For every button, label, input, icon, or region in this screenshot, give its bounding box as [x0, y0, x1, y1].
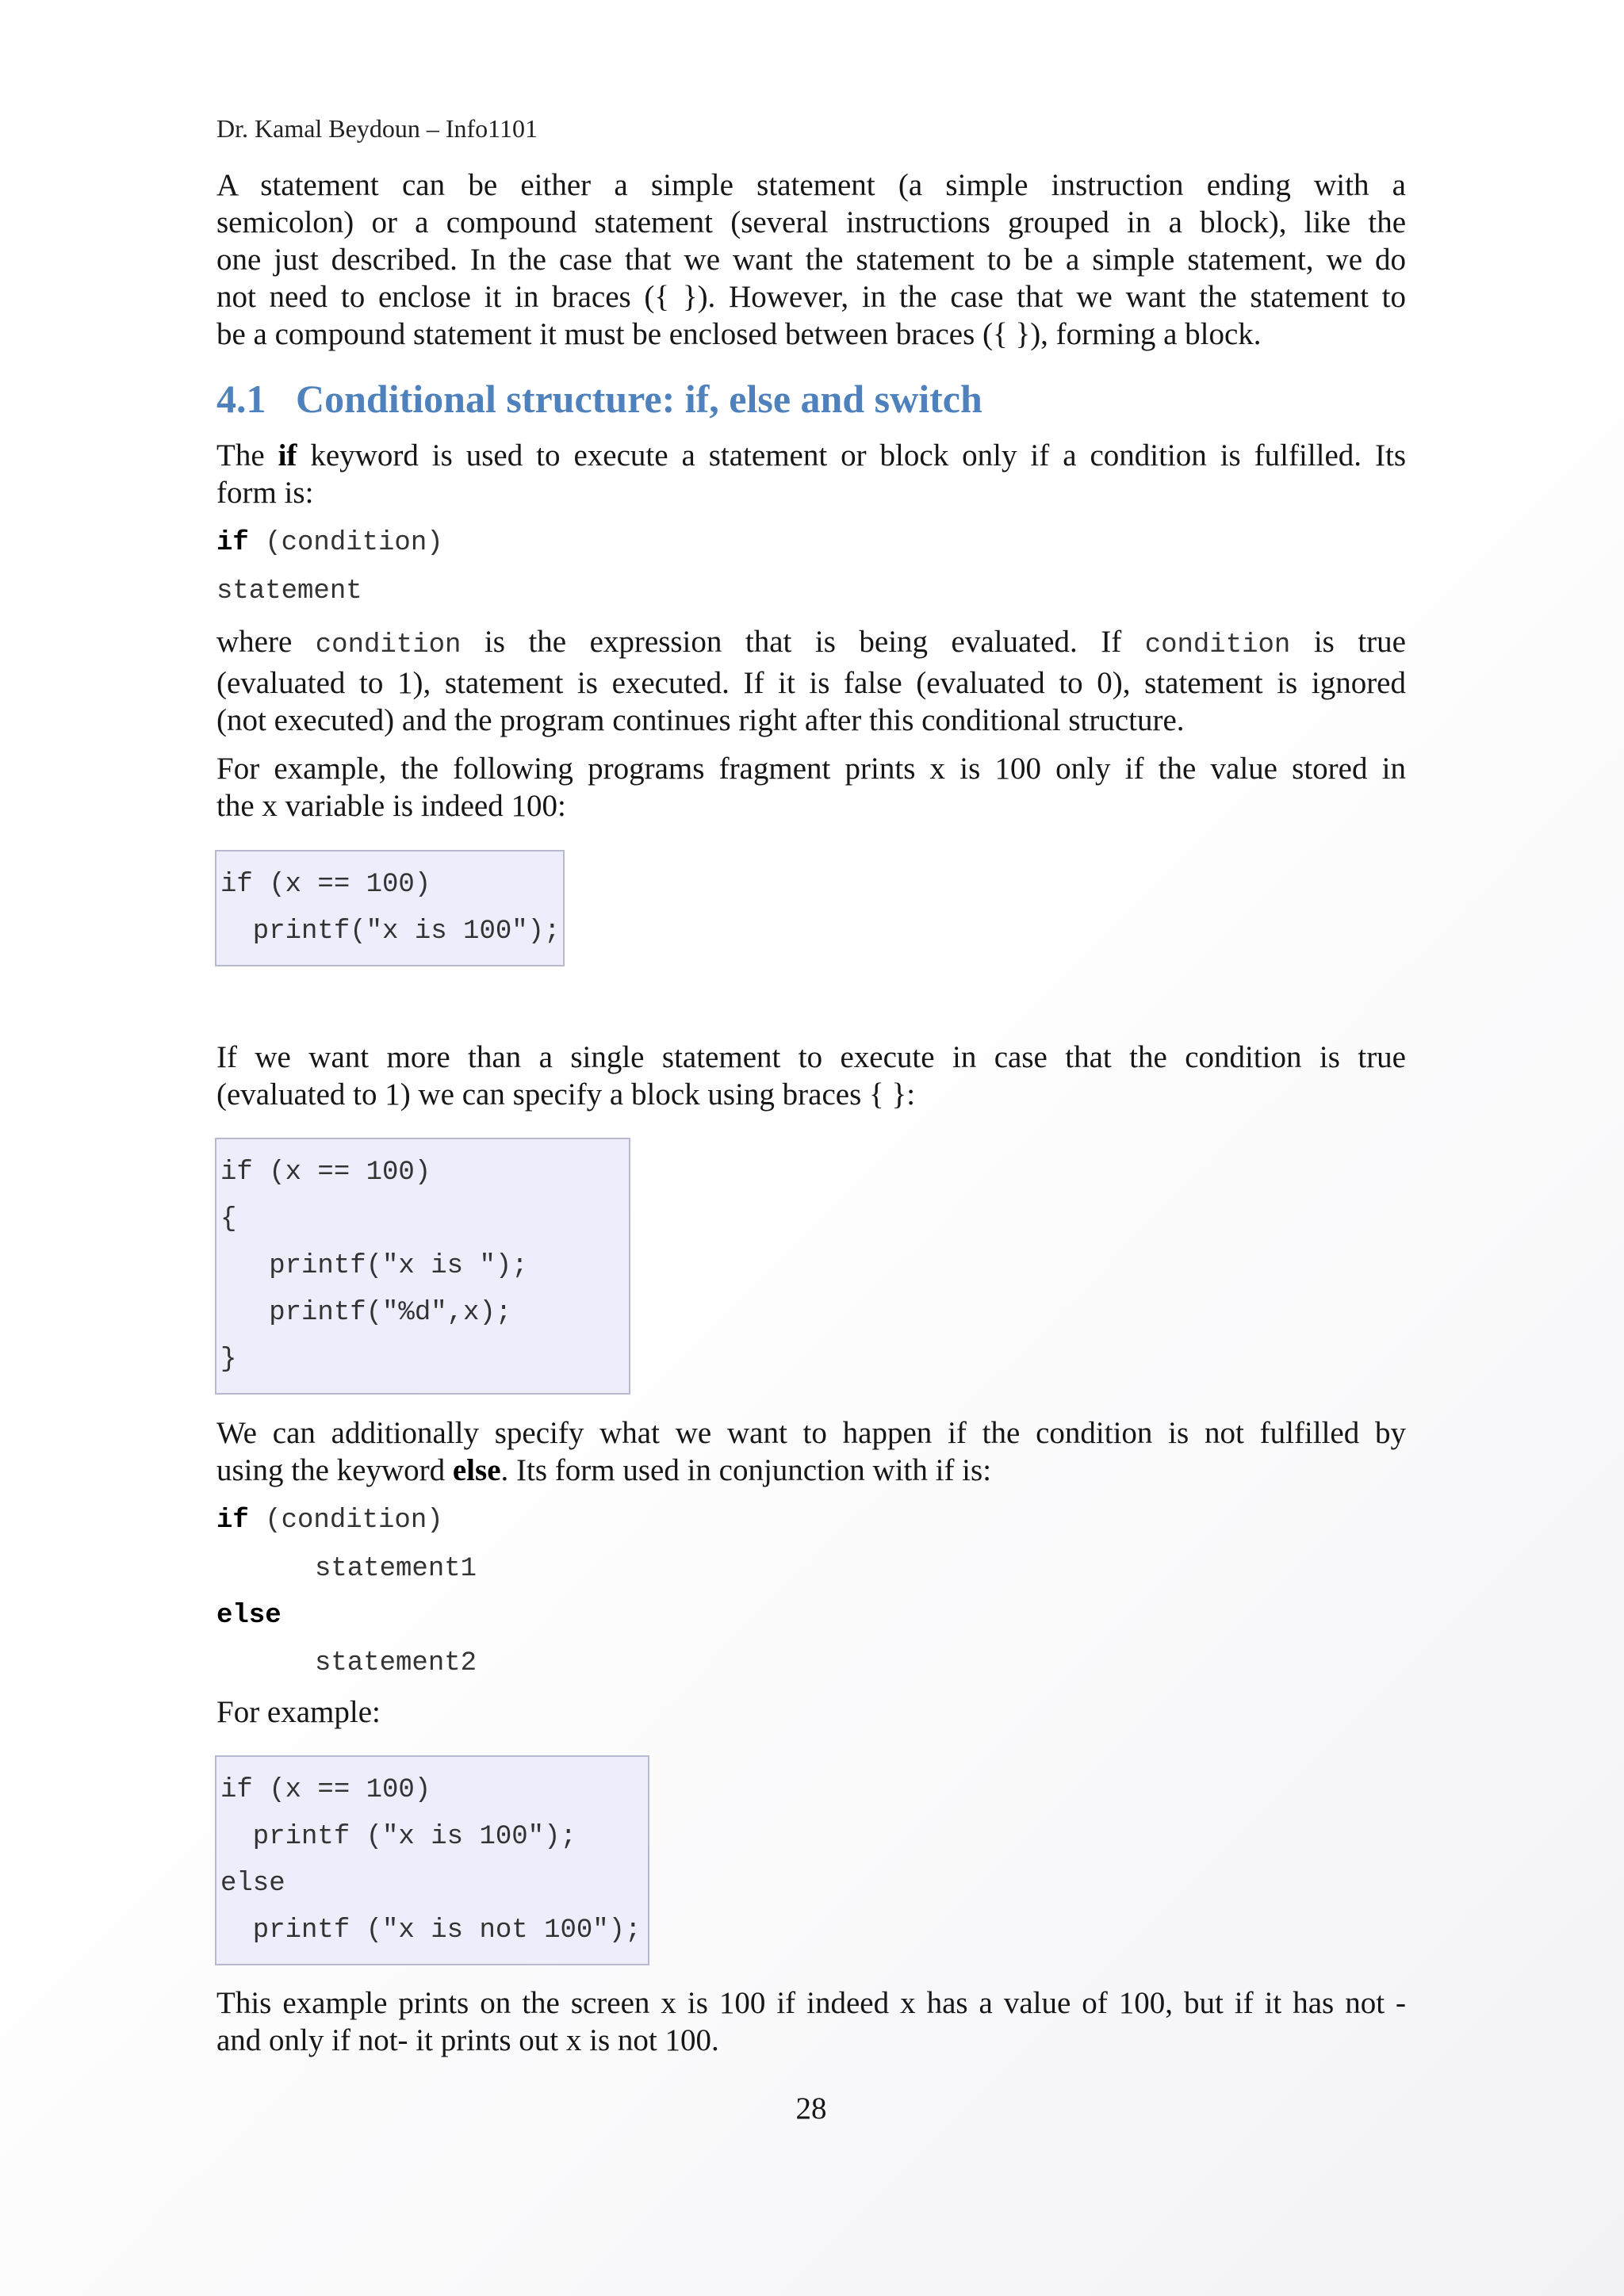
syntax-if-line: [216, 1502, 443, 1540]
example-intro-paragraph: [216, 750, 1406, 825]
text-run: is true: [1290, 625, 1406, 659]
text-run: where: [216, 625, 316, 659]
conclusion-paragraph: [216, 1984, 1406, 2059]
inline-code-condition: condition: [1144, 630, 1291, 660]
page-number: 28: [795, 2091, 827, 2126]
code-line: printf ("x is 100");: [220, 1822, 576, 1852]
paragraph-line: [216, 1414, 1406, 1452]
paragraph-line: This example prints on the screen x is 100 if indeed x has a value of 100, but if it has not -: [216, 1986, 1406, 2020]
keyword-if: if: [278, 438, 297, 473]
text-run: . Its form used in conjunction with if is:: [500, 1453, 992, 1487]
text-run: (evaluated to 1), statement is executed. If it is false (evaluated to 0), statement is ignored: [216, 666, 1406, 700]
example-label: [216, 1693, 1406, 1731]
inline-code-condition: condition: [315, 630, 462, 660]
syntax-if-line: [216, 525, 443, 562]
text-run: The: [216, 438, 278, 473]
paragraph-line: For example:: [216, 1695, 381, 1729]
section-title: Conditional structure: if, else and switch: [296, 377, 982, 421]
code-line: if (x == 100): [220, 1158, 431, 1188]
code-line: if (x == 100): [220, 1775, 431, 1805]
text-run: is the expression that is being evaluated. If: [461, 625, 1145, 659]
code-line: printf("x is 100");: [220, 916, 561, 947]
syntax-statement-line: statement: [216, 576, 362, 607]
running-head: Dr. Kamal Beydoun – Info1101: [216, 114, 538, 143]
keyword-if: if: [216, 528, 249, 558]
keyword-else: else: [216, 1601, 282, 1631]
code-line: if (x == 100): [220, 870, 431, 900]
code-block-2: [215, 1138, 630, 1395]
paragraph-line: If we want more than a single statement to execute in case that the condition is true: [216, 1040, 1406, 1074]
code-line: else: [220, 1869, 285, 1899]
paragraph-line: not need to enclose it in braces ({ }). However, in the case that we want the statement to: [216, 280, 1406, 314]
text-run: keyword is used to execute a statement or block only if a condition is fulfilled. Its: [297, 438, 1406, 473]
code-line: printf ("x is not 100");: [220, 1915, 642, 1946]
syntax-condition: (condition): [265, 528, 443, 558]
keyword-if: if: [216, 1506, 249, 1536]
code-block-3: [215, 1755, 649, 1965]
code-line: }: [220, 1345, 237, 1375]
text-run: (not executed) and the program continues right after this conditional structure.: [216, 703, 1185, 737]
paragraph-line: (evaluated to 1) we can specify a block using braces { }:: [216, 1077, 916, 1112]
paragraph-line: [216, 1452, 1406, 1489]
paragraph-line: the x variable is indeed 100:: [216, 789, 566, 823]
paragraph-line: and only if not- it prints out x is not 100.: [216, 2023, 719, 2057]
paragraph-line: one just described. In the case that we want the statement to be a simple statement, we do: [216, 243, 1406, 277]
code-line: printf("x is ");: [220, 1251, 528, 1281]
text-run: We can additionally specify what we want to happen if the condition is not fulfilled by: [216, 1416, 1406, 1450]
code-line: printf("%d",x);: [220, 1298, 512, 1328]
paragraph-line: [216, 623, 1406, 664]
intro-paragraph: [216, 166, 1406, 353]
code-block-1: [215, 850, 565, 966]
text-run: form is:: [216, 476, 314, 510]
syntax-condition: (condition): [265, 1506, 443, 1536]
paragraph-line: [216, 437, 1406, 474]
syntax-else-line: [216, 1598, 282, 1635]
block-intro-paragraph: [216, 1039, 1406, 1113]
if-intro-paragraph: [216, 437, 1406, 511]
paragraph-line: [216, 702, 1406, 739]
paragraph-line: For example, the following programs fragment prints x is 100 only if the value stored in: [216, 752, 1406, 786]
code-line: {: [220, 1204, 237, 1234]
syntax-statement2-line: statement2: [315, 1648, 477, 1678]
paragraph-line: semicolon) or a compound statement (several instructions grouped in a block), like the: [216, 205, 1406, 239]
keyword-else: else: [452, 1453, 501, 1487]
paragraph-line: [216, 474, 1406, 511]
else-intro-paragraph: [216, 1414, 1406, 1489]
paragraph-line: A statement can be either a simple statement (a simple instruction ending with a: [216, 168, 1406, 202]
syntax-statement1-line: statement1: [315, 1554, 477, 1584]
paragraph-line: [216, 664, 1406, 702]
section-number: 4.1: [216, 377, 266, 421]
condition-explanation-paragraph: [216, 623, 1406, 739]
section-heading: [216, 375, 982, 423]
paragraph-line: be a compound statement it must be enclosed between braces ({ }), forming a block.: [216, 317, 1262, 351]
text-run: using the keyword: [216, 1453, 453, 1487]
